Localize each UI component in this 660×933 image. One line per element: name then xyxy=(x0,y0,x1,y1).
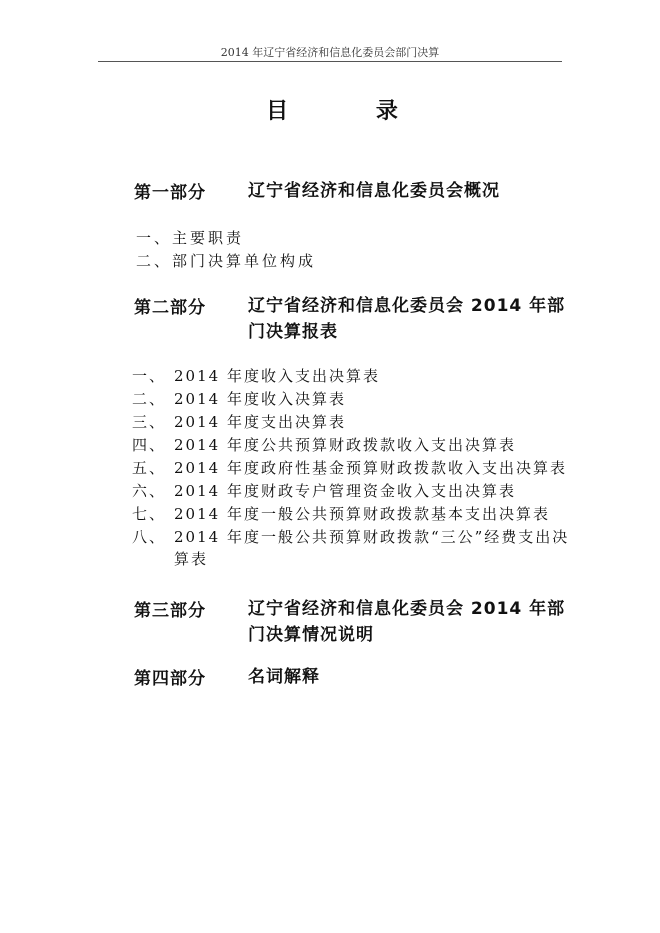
item-label: 2014 年度公共预算财政拨款收入支出决算表 xyxy=(174,436,516,454)
item-number: 七、 xyxy=(132,505,167,523)
item-label: 2014 年度支出决算表 xyxy=(174,413,346,431)
running-header: 2014 年辽宁省经济和信息化委员会部门决算 xyxy=(220,46,440,59)
item-label: 2014 年度一般公共预算财政拨款“三公”经费支出决算表 xyxy=(174,528,570,568)
part-title: 辽宁省经济和信息化委员会 2014 年部门决算报表 xyxy=(248,296,566,342)
toc-item[interactable] xyxy=(132,365,380,386)
toc-item[interactable] xyxy=(132,503,550,524)
toc-item[interactable] xyxy=(132,526,570,568)
item-number: 六、 xyxy=(132,482,167,500)
toc-item[interactable] xyxy=(132,434,516,455)
toc-item[interactable]: 一、主要职责 xyxy=(136,229,245,247)
toc-item[interactable] xyxy=(132,457,567,478)
part-number: 第一部分 xyxy=(134,183,206,203)
item-number: 五、 xyxy=(132,459,167,477)
part-number: 第三部分 xyxy=(134,601,206,621)
toc-part-4[interactable] xyxy=(134,664,320,689)
item-number: 八、 xyxy=(132,528,167,546)
page-title: 目 录 xyxy=(266,99,438,124)
item-label: 2014 年度收入决算表 xyxy=(174,390,346,408)
toc-item[interactable] xyxy=(132,480,516,501)
toc-part-1[interactable] xyxy=(134,178,500,203)
toc-item[interactable] xyxy=(132,388,346,409)
item-number: 二、 xyxy=(132,390,167,408)
part-title: 辽宁省经济和信息化委员会 2014 年部门决算情况说明 xyxy=(248,599,566,645)
toc-part-3[interactable] xyxy=(134,596,566,645)
item-label: 2014 年度财政专户管理资金收入支出决算表 xyxy=(174,482,516,500)
item-label: 2014 年度政府性基金预算财政拨款收入支出决算表 xyxy=(174,459,567,477)
part-title: 辽宁省经济和信息化委员会概况 xyxy=(248,181,500,201)
toc-part-2[interactable] xyxy=(134,293,566,342)
part-number: 第四部分 xyxy=(134,669,206,689)
item-number: 一、 xyxy=(132,367,167,385)
item-label: 2014 年度一般公共预算财政拨款基本支出决算表 xyxy=(174,505,550,523)
toc-item[interactable] xyxy=(132,411,346,432)
item-label: 2014 年度收入支出决算表 xyxy=(174,367,380,385)
item-number: 三、 xyxy=(132,413,167,431)
part-number: 第二部分 xyxy=(134,298,206,318)
part-title: 名词解释 xyxy=(248,667,320,687)
item-number: 四、 xyxy=(132,436,167,454)
toc-item[interactable]: 二、部门决算单位构成 xyxy=(136,252,317,270)
header-divider xyxy=(98,61,562,62)
